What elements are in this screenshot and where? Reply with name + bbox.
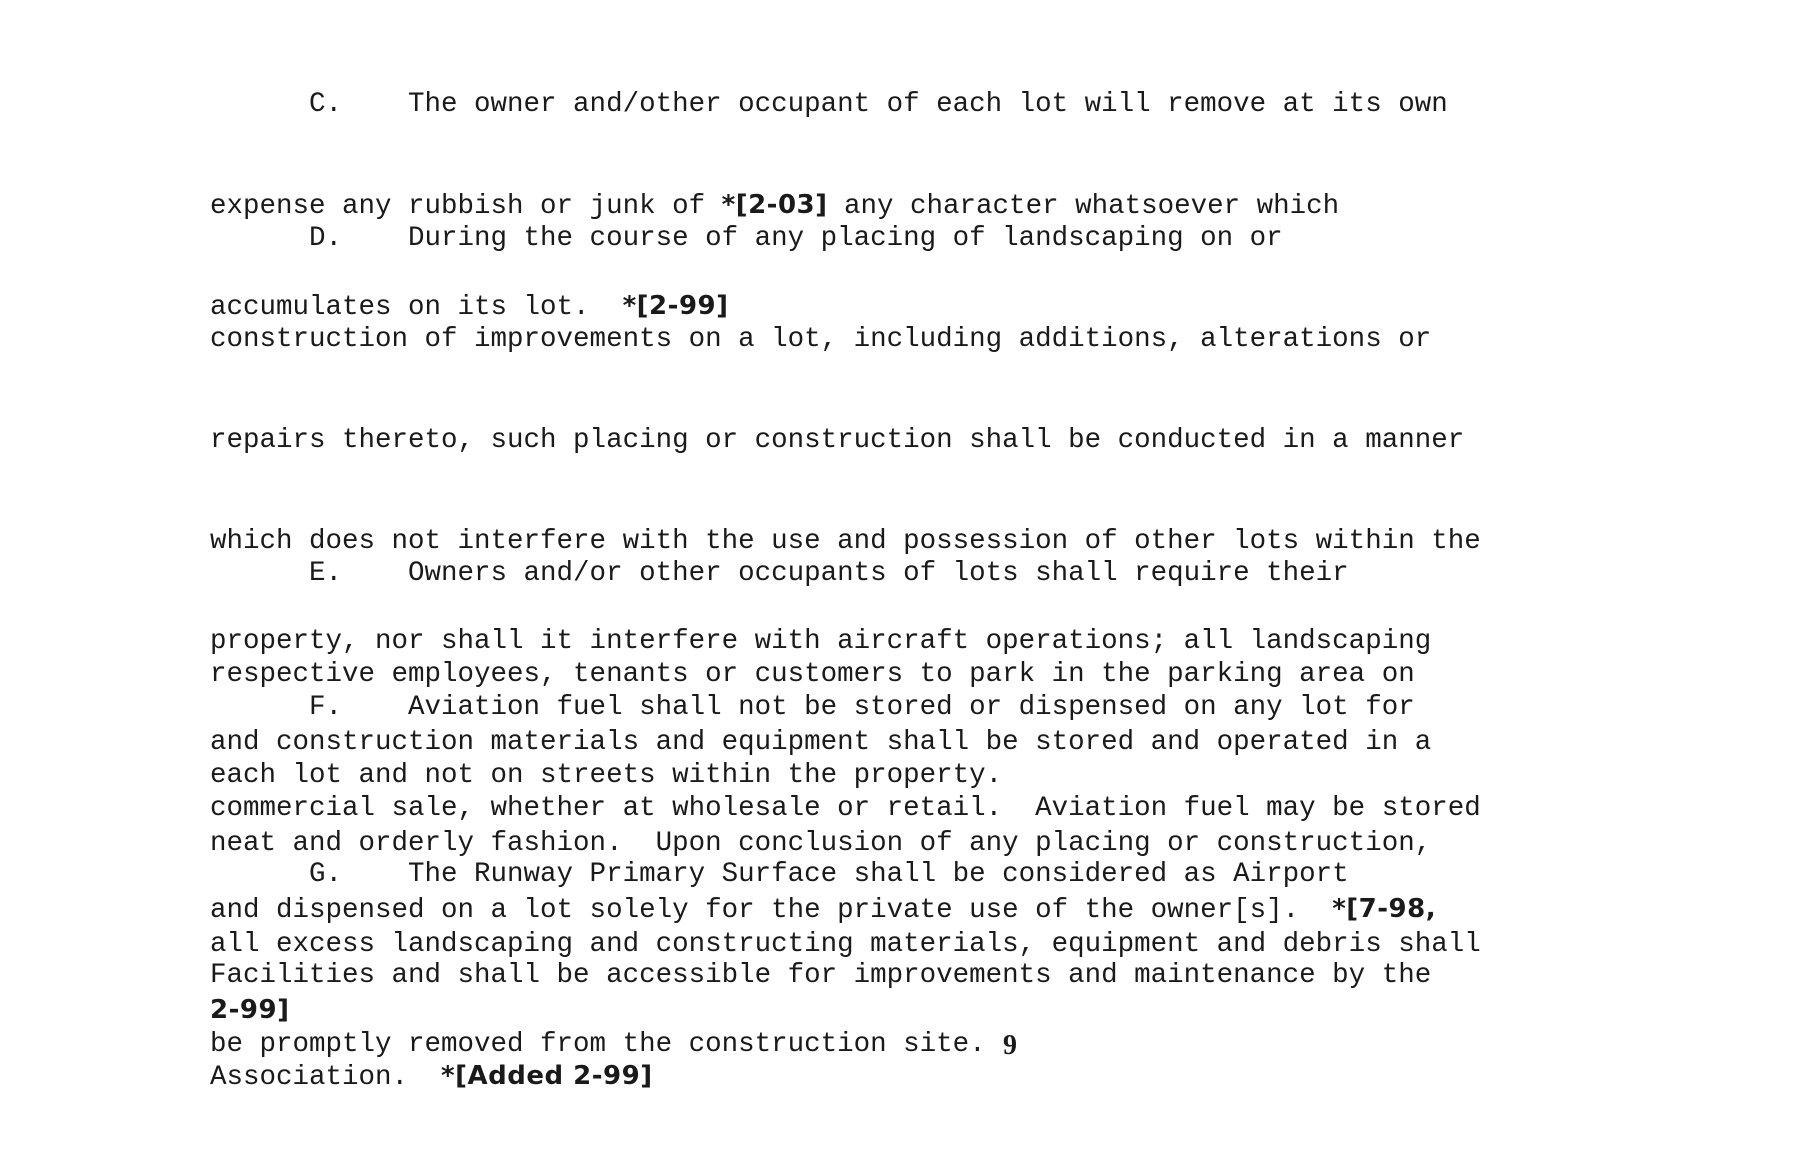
- clause-d-line-2: construction of improvements on a lot, including additions, alterations or: [210, 323, 1432, 355]
- amendment-note: *[Added 2-99]: [441, 1060, 653, 1091]
- clause-f-line-2: commercial sale, whether at wholesale or retail. Aviation fuel may be stored: [210, 792, 1481, 824]
- clause-d-line-6: and construction materials and equipment shall be stored and operated in a: [210, 727, 1432, 759]
- page-number: 9: [1003, 1030, 1017, 1061]
- amendment-note: *[7-98,: [1332, 893, 1437, 924]
- clause-g: [210, 791, 1630, 1161]
- amendment-note: 2-99]: [210, 994, 290, 1025]
- clause-g-line-3: [210, 1060, 1630, 1094]
- clause-e-line-3: each lot and not on streets within the property.: [210, 759, 1003, 791]
- clause-c-text: expense any rubbish or junk of: [210, 190, 722, 222]
- clause-c-line-1: C. The owner and/other occupant of each lot will remove at its own: [210, 89, 1448, 121]
- clause-g-line-2: Facilities and shall be accessible for improvements and maintenance by the: [210, 959, 1432, 991]
- amendment-note: *[2-99]: [622, 290, 729, 321]
- clause-f-text: and dispensed on a lot solely for the private use of the owner[s].: [210, 894, 1333, 926]
- clause-d-line-8: all excess landscaping and constructing materials, equipment and debris shall: [210, 928, 1481, 960]
- clause-e-line-2: respective employees, tenants or customers to park in the parking area on: [210, 658, 1415, 690]
- clause-f-line-1: F. Aviation fuel shall not be stored or dispensed on any lot for: [210, 692, 1415, 724]
- clause-g-line-1: G. The Runway Primary Surface shall be considered as Airport: [210, 859, 1349, 891]
- clause-d-line-4: which does not interfere with the use and possession of other lots within the: [210, 525, 1481, 557]
- clause-d-line-7: neat and orderly fashion. Upon conclusion of any placing or construction,: [210, 827, 1432, 859]
- clause-e-line-1: E. Owners and/or other occupants of lots shall require their: [210, 558, 1349, 590]
- clause-d-line-5: property, nor shall it interfere with aircraft operations; all landscaping: [210, 626, 1432, 658]
- clause-d-line-9: be promptly removed from the construction site.: [210, 1029, 986, 1061]
- clause-c-text: accumulates on its lot.: [210, 291, 623, 323]
- clause-c-text: any character whatsoever which: [827, 190, 1340, 222]
- amendment-note: *[2-03]: [721, 189, 828, 220]
- clause-g-text: Association.: [210, 1061, 442, 1093]
- clause-d-line-3: repairs thereto, such placing or construction shall be conducted in a manner: [210, 424, 1465, 456]
- clause-d-line-1: D. During the course of any placing of landscaping on or: [210, 223, 1283, 255]
